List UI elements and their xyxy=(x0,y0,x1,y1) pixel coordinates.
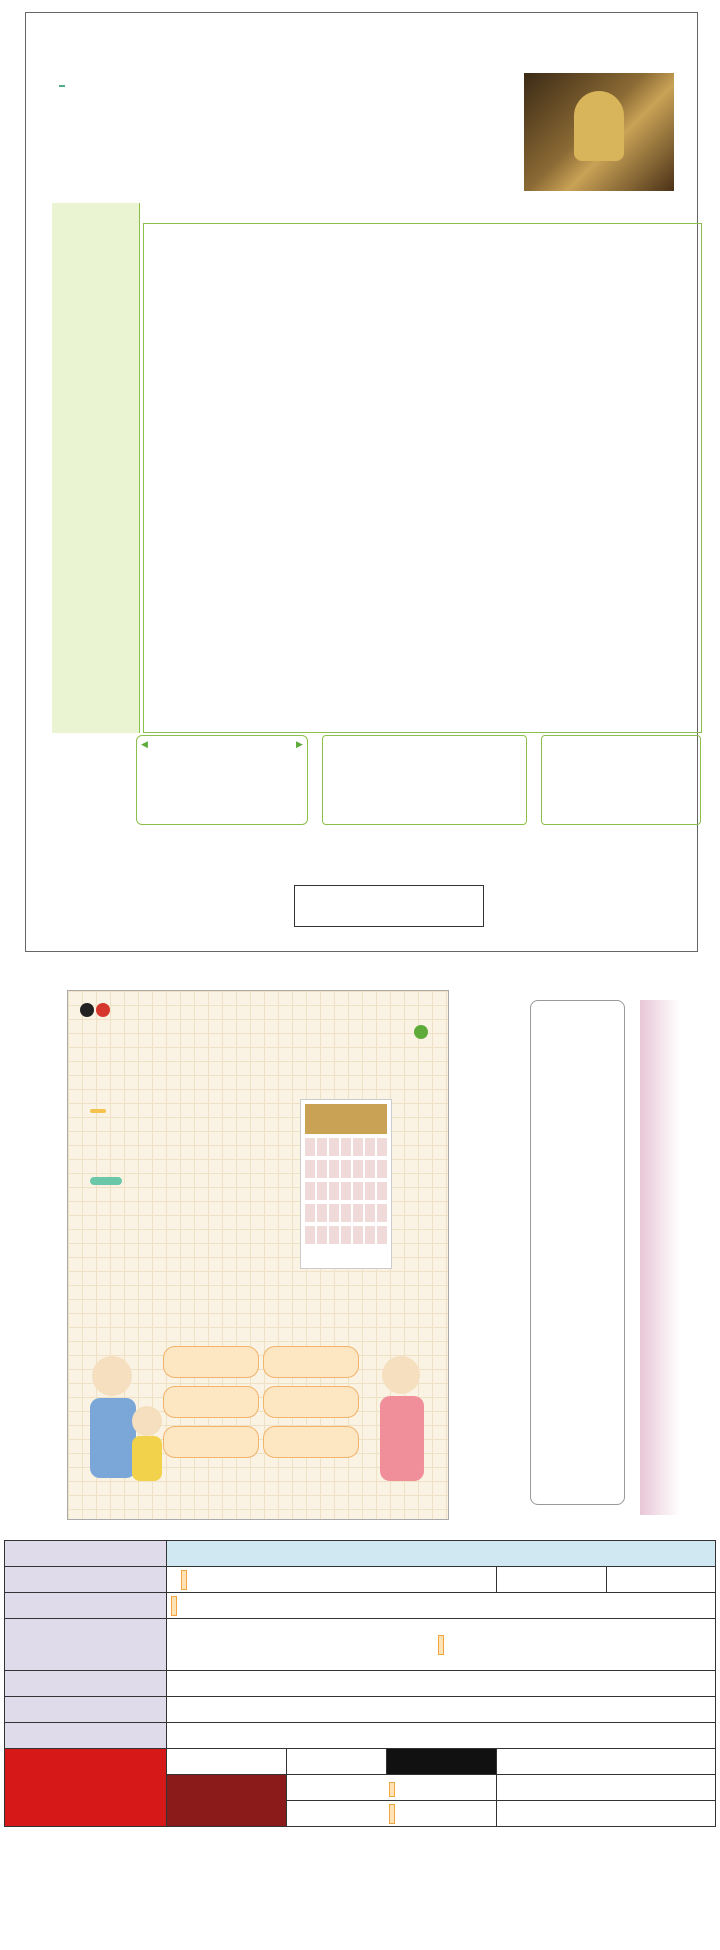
feature-bubble xyxy=(263,1426,359,1458)
helmet-icon xyxy=(574,91,624,161)
manuscript-value xyxy=(167,1593,716,1619)
feature-bubble xyxy=(263,1346,359,1378)
calendar-grid xyxy=(143,223,702,733)
solar-terms-box xyxy=(322,735,527,825)
mother-body-icon xyxy=(380,1396,424,1481)
mother-face-icon xyxy=(382,1356,420,1394)
child-face-icon xyxy=(132,1406,162,1436)
feature-bubble xyxy=(163,1426,259,1458)
brand-logo xyxy=(59,53,121,91)
feature-bubble xyxy=(163,1386,259,1418)
item-fix-price-cell xyxy=(497,1801,716,1827)
prev-arrow-icon: ◀ xyxy=(141,740,148,750)
tab-shadow xyxy=(640,1000,680,1515)
min-order-value xyxy=(167,1567,497,1593)
delivery-value xyxy=(167,1697,716,1723)
mini-calendars xyxy=(136,735,308,825)
cover-line1 xyxy=(90,1109,106,1113)
name-position-label xyxy=(294,885,484,927)
manuscript-label xyxy=(5,1593,167,1619)
item-logo-label xyxy=(389,1782,395,1797)
min-order-label xyxy=(5,1567,167,1593)
space-value xyxy=(167,1671,716,1697)
feature-bubble xyxy=(263,1386,359,1418)
cover-calendar-preview xyxy=(300,1099,392,1269)
font-line2-highlight xyxy=(438,1635,444,1655)
proof-label xyxy=(5,1723,167,1749)
delivery-label xyxy=(5,1697,167,1723)
customer-note xyxy=(5,1749,167,1827)
brand-mark-icon xyxy=(96,1003,110,1017)
darkred-cell xyxy=(167,1775,287,1827)
weekday-header xyxy=(143,203,702,221)
min-order-qty xyxy=(181,1570,187,1590)
seventy-two-seasons-box xyxy=(541,735,701,825)
month-info xyxy=(136,87,516,103)
price-header xyxy=(497,1749,716,1775)
print-color-label xyxy=(497,1567,607,1593)
item-logo-price-cell xyxy=(497,1775,716,1801)
father-body-icon xyxy=(90,1398,136,1478)
panda-logo-icon xyxy=(80,1003,94,1017)
manuscript-highlight xyxy=(171,1596,177,1616)
item-fix-label-cell xyxy=(287,1801,497,1827)
font-value xyxy=(167,1619,716,1671)
brand-line3 xyxy=(59,85,65,87)
blank-cell xyxy=(167,1749,287,1775)
todo-sidebar xyxy=(52,203,140,733)
feature-tab xyxy=(530,1000,625,1505)
item-logo-label-cell xyxy=(287,1775,497,1801)
pricing-table xyxy=(4,1540,716,1827)
samurai-helmet-photo xyxy=(524,73,674,191)
child-body-icon xyxy=(132,1436,162,1481)
eco-mark-icon xyxy=(414,1025,428,1039)
product-fee-label xyxy=(167,1541,716,1567)
feature-bubble xyxy=(163,1346,259,1378)
print-color xyxy=(606,1567,716,1593)
item-fix-label xyxy=(389,1804,395,1824)
cover-image xyxy=(67,990,449,1520)
proof-value xyxy=(167,1723,716,1749)
father-face-icon xyxy=(92,1356,132,1396)
blank-cell xyxy=(287,1749,387,1775)
base-fee-label xyxy=(5,1541,167,1567)
calendar-page-frame xyxy=(25,12,698,952)
calendar-grid-area xyxy=(52,203,702,733)
font-label xyxy=(5,1619,167,1671)
black-cell xyxy=(387,1749,497,1775)
next-arrow-icon: ▶ xyxy=(296,740,303,750)
cover-line3 xyxy=(90,1177,122,1185)
space-label xyxy=(5,1671,167,1697)
